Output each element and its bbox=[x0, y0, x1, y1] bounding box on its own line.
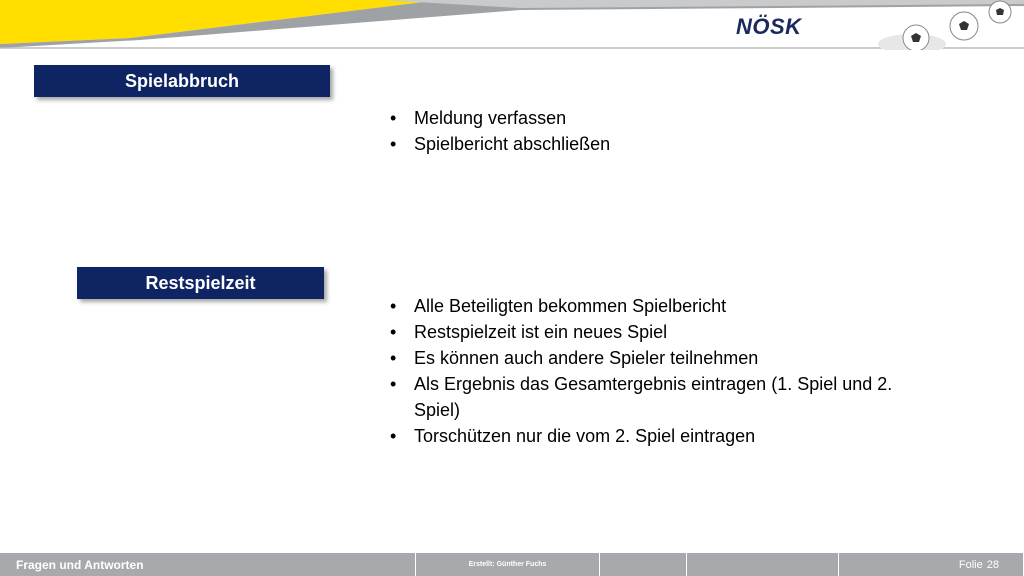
footer-bar bbox=[0, 553, 1024, 576]
bullet-list-restspielzeit bbox=[386, 293, 926, 449]
footer-cell-empty bbox=[687, 553, 839, 576]
logo: NÖSK bbox=[736, 14, 802, 39]
list-item: • Spielbericht abschließen bbox=[386, 131, 946, 157]
list-item: • Alle Beteiligten bekommen Spielbericht bbox=[386, 293, 926, 319]
list-item: • Es können auch andere Spieler teilnehmen bbox=[386, 345, 926, 371]
bullet-list-spielabbruch bbox=[386, 105, 946, 157]
list-item: • Meldung verfassen bbox=[386, 105, 946, 131]
soccer-balls-icon bbox=[876, 0, 1024, 50]
footer-title: Fragen und Antworten bbox=[0, 553, 416, 576]
footer-folio bbox=[839, 553, 1024, 576]
page-number: 28 bbox=[986, 558, 999, 571]
list-item: • Torschützen nur die vom 2. Spiel eintragen bbox=[386, 423, 926, 449]
footer-cell-empty bbox=[600, 553, 687, 576]
list-item: • Als Ergebnis das Gesamtergebnis eintragen (1. Spiel und 2. Spiel) bbox=[386, 371, 926, 423]
list-item: • Restspielzeit ist ein neues Spiel bbox=[386, 319, 926, 345]
section-label-spielabbruch: Spielabbruch bbox=[34, 65, 330, 97]
section-label-restspielzeit: Restspielzeit bbox=[77, 267, 324, 299]
footer-author: Erstellt: Günther Fuchs bbox=[416, 553, 600, 576]
header-decoration bbox=[0, 0, 1024, 50]
folio-label: Folie bbox=[958, 558, 983, 571]
